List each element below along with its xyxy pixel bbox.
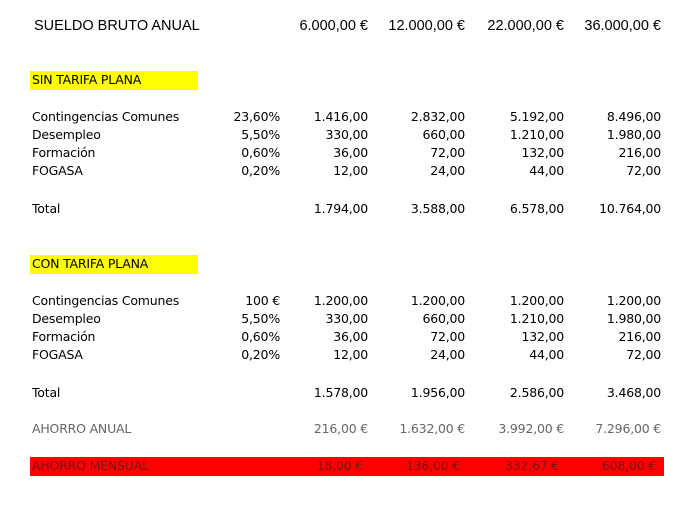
row-value: 1.200,00 [410,293,465,308]
header-row [0,17,699,35]
ahorro-anual-value: 1.632,00 € [399,421,465,436]
row-value: 72,00 [430,329,465,344]
row-label: Contingencias Comunes [32,109,180,124]
total-value: 6.578,00 [509,201,564,216]
table-row [0,292,699,310]
sheet-title: SUELDO BRUTO ANUAL [34,18,200,34]
sin-tarifa-section-title [30,71,198,90]
salary-1: 6.000,00 € [299,18,368,34]
row-value: 8.496,00 [606,109,661,124]
row-value: 5.192,00 [509,109,564,124]
total-value: 2.586,00 [509,385,564,400]
row-rate: 0,60% [241,329,280,344]
row-rate: 5,50% [241,127,280,142]
total-row [0,200,699,218]
total-label: Total [32,201,61,216]
row-value: 132,00 [521,145,564,160]
total-label: Total [32,385,61,400]
table-row [0,108,699,126]
row-value: 1.210,00 [509,127,564,142]
row-value: 72,00 [626,163,661,178]
total-value: 1.794,00 [313,201,368,216]
table-row [0,328,699,346]
table-row [0,346,699,364]
row-value: 216,00 [618,145,661,160]
ahorro-mensual-row [30,457,664,476]
salary-2: 12.000,00 € [388,18,465,34]
row-value: 1.200,00 [606,293,661,308]
row-value: 44,00 [529,347,564,362]
row-rate: 5,50% [241,311,280,326]
row-label: Desempleo [32,127,101,142]
row-value: 44,00 [529,163,564,178]
row-value: 330,00 [325,127,368,142]
row-value: 1.200,00 [313,293,368,308]
row-label: Desempleo [32,311,101,326]
row-value: 132,00 [521,329,564,344]
row-value: 330,00 [325,311,368,326]
total-value: 3.468,00 [606,385,661,400]
row-value: 36,00 [333,145,368,160]
row-rate: 0,20% [241,163,280,178]
row-value: 1.980,00 [606,127,661,142]
row-label: Contingencias Comunes [32,293,180,308]
con-tarifa-section-title [30,255,198,274]
row-value: 12,00 [333,163,368,178]
table-row [0,162,699,180]
row-value: 1.210,00 [509,311,564,326]
row-value: 2.832,00 [410,109,465,124]
row-value: 1.416,00 [313,109,368,124]
ahorro-anual-value: 216,00 € [313,421,368,436]
sin-tarifa-title-text: SIN TARIFA PLANA [32,72,142,87]
ahorro-anual-label: AHORRO ANUAL [32,421,132,436]
row-value: 216,00 [618,329,661,344]
ahorro-mensual-value: 332,67 € [504,458,559,473]
salary-4: 36.000,00 € [584,18,661,34]
row-label: FOGASA [32,163,83,178]
row-label: FOGASA [32,347,83,362]
row-rate: 100 € [245,293,280,308]
row-rate: 0,60% [241,145,280,160]
ahorro-mensual-value: 136,00 € [405,458,460,473]
con-tarifa-title-text: CON TARIFA PLANA [32,256,149,271]
row-value: 660,00 [422,311,465,326]
row-value: 1.980,00 [606,311,661,326]
row-value: 12,00 [333,347,368,362]
ahorro-mensual-value: 18,00 € [316,458,363,473]
row-value: 24,00 [430,163,465,178]
ahorro-mensual-label: AHORRO MENSUAL [32,458,149,473]
ahorro-anual-row [0,420,699,438]
row-label: Formación [32,145,96,160]
table-row [0,310,699,328]
table-row [0,144,699,162]
total-value: 1.578,00 [313,385,368,400]
ahorro-anual-value: 3.992,00 € [498,421,564,436]
total-value: 1.956,00 [410,385,465,400]
table-row [0,126,699,144]
salary-3: 22.000,00 € [487,18,564,34]
total-value: 10.764,00 [599,201,661,216]
row-value: 24,00 [430,347,465,362]
ahorro-mensual-value: 608,00 € [601,458,656,473]
total-row [0,384,699,402]
row-value: 1.200,00 [509,293,564,308]
row-value: 36,00 [333,329,368,344]
ahorro-anual-value: 7.296,00 € [595,421,661,436]
row-value: 72,00 [430,145,465,160]
total-value: 3.588,00 [410,201,465,216]
row-rate: 0,20% [241,347,280,362]
row-value: 72,00 [626,347,661,362]
row-value: 660,00 [422,127,465,142]
row-rate: 23,60% [233,109,280,124]
row-label: Formación [32,329,96,344]
